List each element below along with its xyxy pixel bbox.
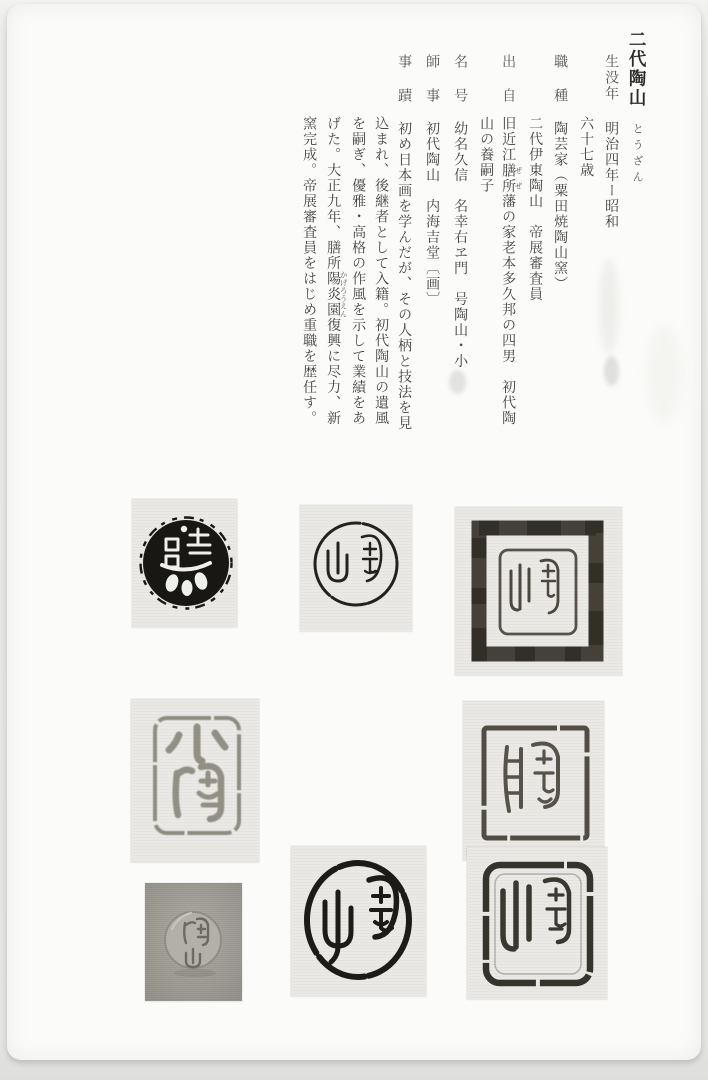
- ruby-base-kagerouen: 陽炎園: [325, 271, 341, 318]
- field-label-jiseki: 事蹟: [396, 54, 412, 122]
- seal-graphic-tou-square: [463, 701, 604, 860]
- book-page: [7, 4, 701, 1060]
- seal-graphic-touzan-square-dark: [455, 507, 622, 675]
- zeze-ruby: [500, 162, 524, 194]
- faded-ink-smudge: [647, 324, 681, 424]
- field-value-shutsuji-post: 藩の家老本多久邦の四男 初代陶: [500, 193, 516, 426]
- field-shutsuji-line2: [477, 116, 493, 194]
- field-label-shiji: 師事: [424, 54, 440, 122]
- jiseki-line3-text: を嗣ぎ、優雅・高格の作風を示して業績をあ: [350, 116, 366, 426]
- field-value-age: 六十七歳: [578, 116, 594, 178]
- ruby-base-zeze: 膳所: [500, 162, 516, 194]
- seal-specimen-square-dark: [455, 507, 622, 675]
- seal-specimen-round-heavy: [132, 499, 237, 627]
- field-value-shutsuji-pre: 旧近江: [500, 116, 516, 163]
- field-jiseki: [395, 54, 411, 431]
- seal-graphic-touzan-relief: [145, 883, 242, 1001]
- field-jiseki-line5: [300, 116, 316, 426]
- field-shokushu: [551, 54, 567, 292]
- field-jiseki-line3: [349, 116, 365, 426]
- field-label-meigo: 名号: [452, 54, 468, 122]
- page-title: 二代陶山: [627, 30, 648, 108]
- entry-title-column: [627, 30, 647, 187]
- faded-ink-smudge: [604, 356, 619, 386]
- faded-ink-smudge: [599, 259, 619, 354]
- field-label-shutsuji: 出自: [500, 54, 516, 122]
- seal-specimen-round-bold: [291, 846, 426, 996]
- jiseki-line4-pre: げた。大正九年、膳所: [325, 116, 341, 271]
- kagerouen-ruby: [325, 271, 349, 318]
- field-jiseki-line1: 初め日本画を学んだが、その人柄と技法を見: [396, 121, 412, 431]
- field-jiseki-line4: [324, 116, 348, 426]
- field-value-shokushu2: 二代伊東陶山 帝展審査員: [527, 116, 543, 302]
- seal-graphic-touzan-round-bold: [291, 846, 426, 996]
- jiseki-line4-post: 復興に尽力、新: [325, 317, 341, 426]
- seal-graphic-tou-round-heavy: [132, 499, 237, 627]
- field-label-seibotsunen: 生没年: [603, 54, 619, 102]
- ruby-text-zeze: ぜぜ: [514, 162, 524, 194]
- field-shiji: [423, 54, 439, 307]
- field-value-shutsuji2: 山の養嗣子: [478, 116, 494, 194]
- field-value-shiji: 初代陶山 内海吉堂〔画〕: [424, 121, 440, 307]
- seal-specimen-square-tou: [463, 701, 604, 860]
- title-reading: とうざん: [631, 123, 644, 187]
- jiseki-line5-text: 窯完成。帝展審査員をはじめ重職を歴任す。: [301, 116, 317, 426]
- seal-specimen-rounded-square: [467, 847, 607, 999]
- field-value-meigo: 幼名久信 名幸右ヱ門 号陶山・小: [452, 121, 468, 369]
- field-seibotsunen: [602, 54, 618, 230]
- field-seibotsunen-line2: [577, 116, 593, 178]
- faded-ink-smudge: [449, 370, 466, 394]
- field-value-seibotsunen: 明治四年ー昭和: [603, 121, 619, 230]
- field-shutsuji: [499, 54, 523, 426]
- field-meigo: [451, 54, 467, 369]
- seal-graphic-touzan-round-thin: [300, 505, 412, 631]
- seal-specimen-round-thin: [300, 505, 412, 631]
- seal-graphic-touzan-rounded-square: [467, 847, 607, 999]
- field-shokushu-line2: [526, 116, 542, 302]
- jiseki-line2-text: 込まれ、後継者として入籍。初代陶山の遺風: [373, 116, 389, 426]
- seal-graphic-shoutou-faded: [131, 699, 259, 862]
- ruby-text-kagerouen: かげろうえん: [339, 271, 349, 318]
- field-jiseki-line2: [372, 116, 388, 426]
- field-label-shokushu: 職種: [552, 54, 568, 122]
- seal-specimen-rounded-rect-faded: [131, 699, 259, 862]
- field-value-shokushu: 陶芸家（粟田焼陶山窯）: [552, 121, 568, 292]
- seal-specimen-photo-relief: [145, 883, 242, 1001]
